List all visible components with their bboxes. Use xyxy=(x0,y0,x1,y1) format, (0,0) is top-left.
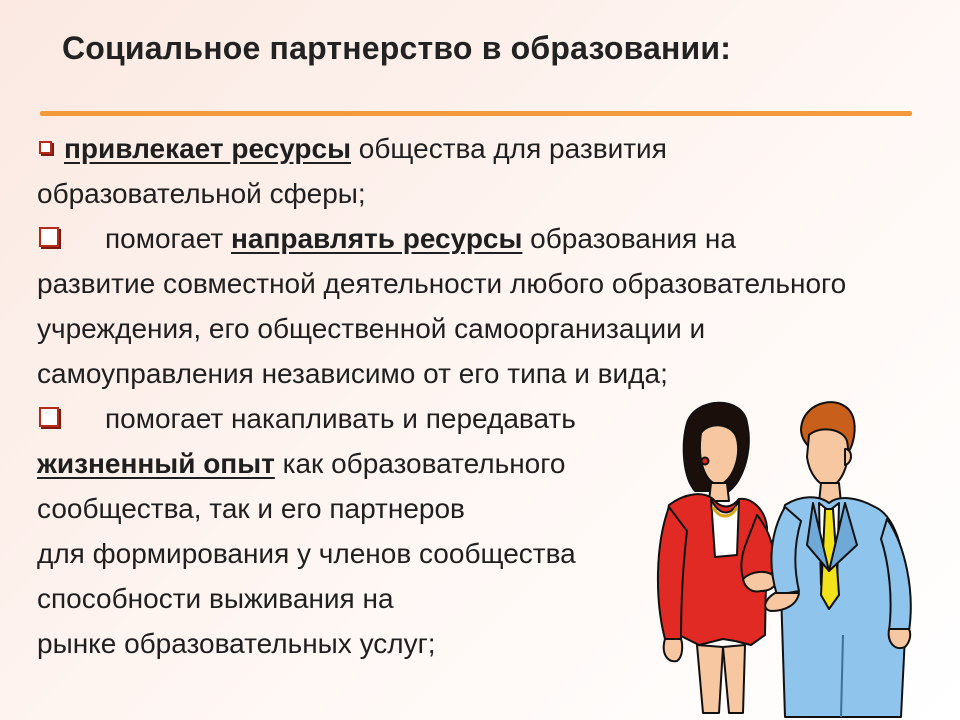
man-figure xyxy=(765,402,911,717)
bullet-item-2 xyxy=(37,216,937,396)
square-bullet-icon xyxy=(39,227,59,247)
square-bullet-icon xyxy=(39,141,52,154)
title-divider xyxy=(40,111,912,116)
bullet-2-text-pre: помогает xyxy=(105,223,231,254)
bullet-2-line-1 xyxy=(37,216,937,261)
bullet-2-text: образования на xyxy=(522,223,736,254)
bullet-1-highlight: привлекает ресурсы xyxy=(64,133,352,164)
bullet-2-line-4: самоуправления независимо от его типа и вида; xyxy=(37,358,668,389)
bullet-3-highlight: жизненный опыт xyxy=(37,448,275,479)
square-bullet-icon xyxy=(39,407,59,427)
bullet-3-line-3: сообщества, так и его партнеров xyxy=(37,493,465,524)
slide-title: Социальное партнерство в образовании: xyxy=(62,30,732,66)
bullet-3-line-4: для формирования у членов сообщества xyxy=(37,538,576,569)
bullet-3-line-6: рынке образовательных услуг; xyxy=(37,628,436,659)
bullet-3-text-2: как образовательного xyxy=(274,448,566,479)
bullet-3-text: помогает накапливать и передавать xyxy=(105,403,576,434)
bullet-item-3 xyxy=(37,396,647,666)
bullet-2-line-3: учреждения, его общественной самоорганизации и xyxy=(37,313,706,344)
woman-figure xyxy=(658,403,776,713)
bullet-1-line-1 xyxy=(37,126,917,171)
bullet-3-line-1 xyxy=(37,396,647,441)
bullet-3-line-5: способности выживания на xyxy=(37,583,394,614)
bullet-item-1 xyxy=(37,126,917,216)
bullet-1-line-2: образовательной сферы; xyxy=(37,178,366,209)
bullet-3-line-2 xyxy=(37,441,647,486)
bullet-2-line-2: развитие совместной деятельности любого образовательного xyxy=(37,268,847,299)
bullet-1-text: общества для развития xyxy=(351,133,667,164)
business-people-illustration xyxy=(625,395,945,720)
bullet-2-highlight: направлять ресурсы xyxy=(230,223,523,254)
